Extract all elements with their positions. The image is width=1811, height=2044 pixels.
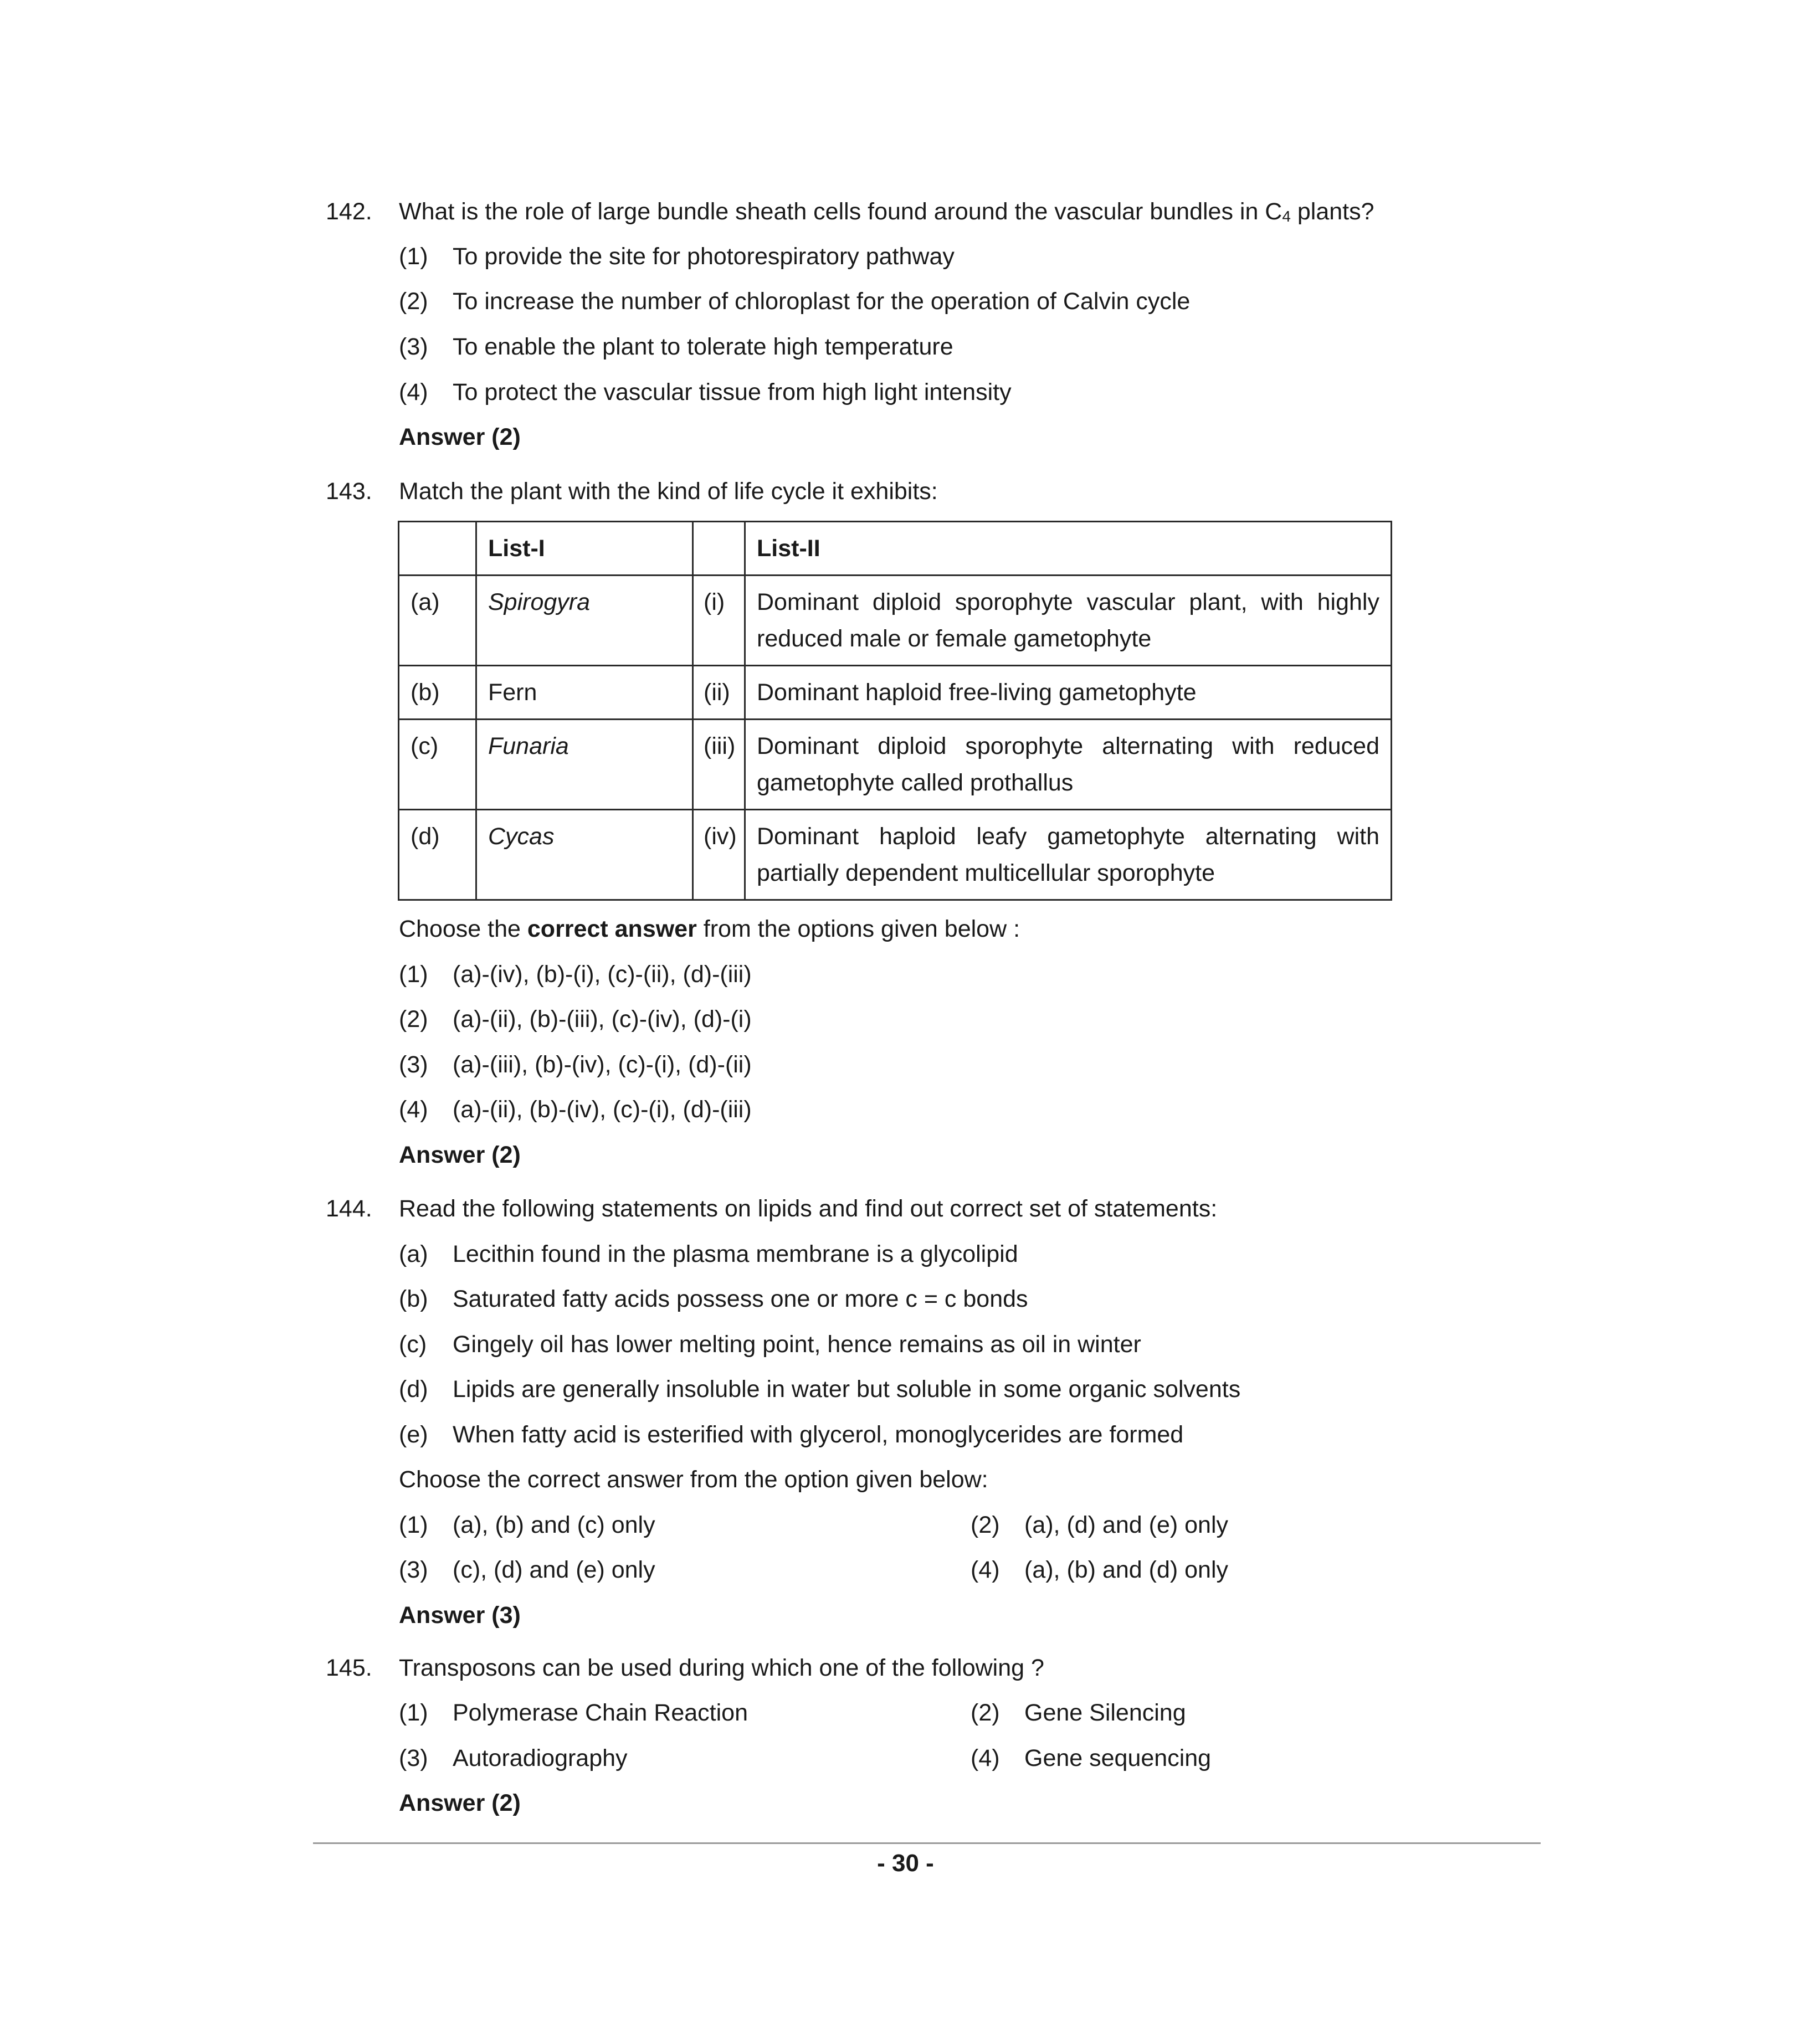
statement-label: (c): [399, 1331, 427, 1358]
row-label: (a): [399, 576, 476, 666]
instruction-text: Choose the: [399, 916, 527, 942]
option-text: (a)-(ii), (b)-(iii), (c)-(iv), (d)-(i): [453, 1006, 752, 1033]
question-number: 144.: [326, 1195, 372, 1222]
statement-label: (d): [399, 1376, 428, 1403]
option-number: (1): [399, 961, 428, 988]
statement-text: When fatty acid is esterified with glycerol, monoglycerides are formed: [453, 1421, 1184, 1448]
plant-name: Funaria: [476, 720, 693, 810]
answer: Answer (2): [399, 1790, 521, 1816]
life-cycle-description: Dominant haploid leafy gametophyte alternating with partially dependent multicellular sporophyte: [745, 810, 1392, 900]
table-header-row: [399, 522, 1392, 576]
row-label: (d): [399, 810, 476, 900]
plant-name: Cycas: [476, 810, 693, 900]
option-text: To enable the plant to tolerate high temperature: [453, 333, 953, 360]
option-number: (3): [399, 1745, 428, 1771]
choose-instruction: Choose the correct answer from the option given below:: [399, 1466, 988, 1493]
answer: Answer (2): [399, 1142, 521, 1168]
option-text: (a), (d) and (e) only: [1024, 1512, 1229, 1538]
option-text: (c), (d) and (e) only: [453, 1557, 655, 1583]
option-number: (2): [971, 1512, 1000, 1538]
option-number: (3): [399, 1557, 428, 1583]
life-cycle-description: Dominant diploid sporophyte vascular plant, with highly reduced male or female gametophyte: [745, 576, 1392, 666]
row-roman: (i): [693, 576, 745, 666]
option-number: (1): [399, 243, 428, 270]
option-number: (4): [399, 379, 428, 405]
option-text: Polymerase Chain Reaction: [453, 1699, 748, 1726]
option-text: To protect the vascular tissue from high light intensity: [453, 379, 1012, 405]
option-text: (a)-(iii), (b)-(iv), (c)-(i), (d)-(ii): [453, 1051, 752, 1078]
statement-label: (a): [399, 1241, 428, 1267]
option-number: (4): [399, 1096, 428, 1123]
answer: Answer (2): [399, 424, 521, 450]
table-row: [399, 810, 1392, 900]
row-roman: (iii): [693, 720, 745, 810]
question-text: Transposons can be used during which one of the following ?: [399, 1655, 1044, 1681]
life-cycle-description: Dominant haploid free-living gametophyte: [745, 666, 1392, 720]
question-text-part: What is the role of large bundle sheath cells found around the vascular bundles in C: [399, 198, 1282, 225]
statement-text: Saturated fatty acids possess one or more c = c bonds: [453, 1286, 1028, 1312]
row-label: (b): [399, 666, 476, 720]
list-1-header: List-I: [476, 522, 693, 576]
table-cell: [693, 522, 745, 576]
life-cycle-description: Dominant diploid sporophyte alternating with reduced gametophyte called prothallus: [745, 720, 1392, 810]
option-number: (3): [399, 1051, 428, 1078]
statement-label: (e): [399, 1421, 428, 1448]
option-number: (2): [971, 1699, 1000, 1726]
option-text: Gene Silencing: [1024, 1699, 1186, 1726]
instruction-bold: correct answer: [527, 916, 697, 942]
plant-name: Spirogyra: [476, 576, 693, 666]
question-number: 145.: [326, 1655, 372, 1681]
statement-text: Gingely oil has lower melting point, hence remains as oil in winter: [453, 1331, 1141, 1358]
option-text: (a)-(iv), (b)-(i), (c)-(ii), (d)-(iii): [453, 961, 752, 988]
option-text: Autoradiography: [453, 1745, 628, 1771]
option-number: (2): [399, 1006, 428, 1033]
table-row: [399, 666, 1392, 720]
statement-label: (b): [399, 1286, 428, 1312]
option-text: (a), (b) and (d) only: [1024, 1557, 1229, 1583]
option-text: Gene sequencing: [1024, 1745, 1212, 1771]
option-text: (a)-(ii), (b)-(iv), (c)-(i), (d)-(iii): [453, 1096, 752, 1123]
row-roman: (iv): [693, 810, 745, 900]
page-number: - 30 -: [877, 1850, 934, 1877]
option-text: To provide the site for photorespiratory pathway: [453, 243, 955, 270]
question-text: Match the plant with the kind of life cycle it exhibits:: [399, 478, 938, 505]
option-number: (2): [399, 288, 428, 315]
list-2-header: List-II: [745, 522, 1392, 576]
option-text: To increase the number of chloroplast for the operation of Calvin cycle: [453, 288, 1191, 315]
question-text: [399, 197, 1374, 228]
footer-divider: [313, 1842, 1541, 1844]
match-table: [398, 521, 1392, 901]
table-row: [399, 720, 1392, 810]
option-number: (4): [971, 1557, 1000, 1583]
plant-name: Fern: [476, 666, 693, 720]
statement-text: Lipids are generally insoluble in water but soluble in some organic solvents: [453, 1376, 1241, 1403]
option-number: (4): [971, 1745, 1000, 1771]
question-text: Read the following statements on lipids and find out correct set of statements:: [399, 1195, 1218, 1222]
row-roman: (ii): [693, 666, 745, 720]
question-number: 142.: [326, 198, 372, 225]
option-number: (3): [399, 333, 428, 360]
statement-text: Lecithin found in the plasma membrane is a glycolipid: [453, 1241, 1018, 1267]
question-number: 143.: [326, 478, 372, 505]
subscript: 4: [1282, 208, 1291, 225]
option-number: (1): [399, 1699, 428, 1726]
row-label: (c): [399, 720, 476, 810]
table-row: [399, 576, 1392, 666]
table-cell: [399, 522, 476, 576]
instruction-text: from the options given below :: [696, 916, 1020, 942]
answer: Answer (3): [399, 1602, 521, 1629]
option-number: (1): [399, 1512, 428, 1538]
question-text-part: plants?: [1290, 198, 1374, 225]
option-text: (a), (b) and (c) only: [453, 1512, 655, 1538]
choose-instruction: [399, 914, 1020, 945]
